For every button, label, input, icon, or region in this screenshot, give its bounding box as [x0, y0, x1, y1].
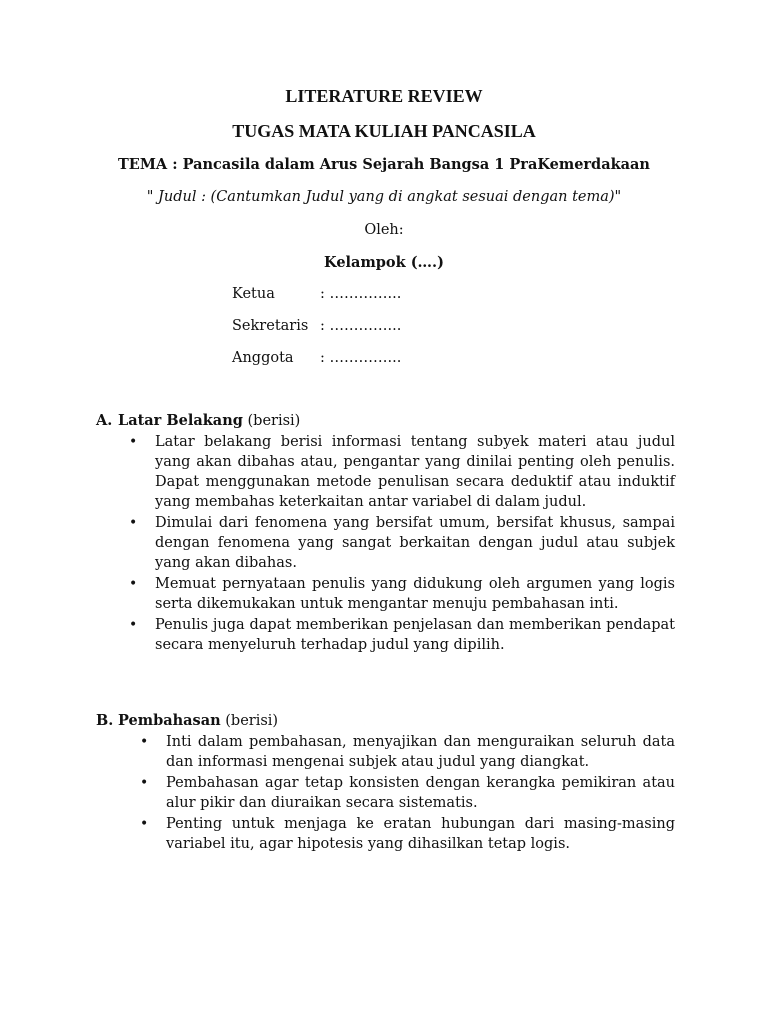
section-name: Pembahasan: [118, 712, 221, 729]
doc-subtitle: TUGAS MATA KULIAH PANCASILA: [232, 121, 536, 141]
doc-title: LITERATURE REVIEW: [285, 86, 483, 106]
tema-label: TEMA :: [118, 156, 183, 173]
section-letter: B.: [96, 712, 114, 729]
member-label: Ketua: [232, 286, 275, 302]
member-row-sekretaris: [232, 318, 401, 334]
list-item: • Dimulai dari fenomena yang bersifat umum, bersifat khusus, sampai dengan fenomena yang sangat berkaitan dengan judul atau subjek yang akan dibahas.: [155, 513, 675, 573]
member-value: : …………...: [320, 286, 402, 302]
section-suffix: (berisi): [242, 413, 301, 429]
list-item: • Pembahasan agar tetap konsisten dengan kerangka pemikiran atau alur pikir dan diuraikan secara sistematis.: [166, 773, 675, 813]
section-name: Latar Belakang: [118, 412, 243, 429]
member-label: Sekretaris: [232, 318, 309, 334]
member-row-anggota: [232, 350, 401, 366]
list-item: • Penulis juga dapat memberikan penjelasan dan memberikan pendapat secara menyeluruh terhadap judul yang dipilih.: [155, 615, 675, 655]
member-value: : …………...: [320, 318, 402, 334]
member-value: : …………...: [320, 350, 402, 366]
kelompok-label: Kelampok (….): [324, 254, 444, 271]
list-item: • Latar belakang berisi informasi tentang subyek materi atau judul yang akan dibahas atau, pengantar yang dinilai penting oleh penulis. Dapat menggunakan metode penulisan secara deduktif atau induktif yang membahas keterkaitan antar variabel di dalam judul.: [155, 432, 675, 512]
tema-line: [0, 156, 768, 173]
list-item: • Penting untuk menjaga ke eratan hubungan dari masing-masing variabel itu, agar hipotesis yang dihasilkan tetap logis.: [166, 814, 675, 854]
section-letter: A.: [96, 412, 113, 429]
member-label: Anggota: [232, 350, 294, 366]
member-row-ketua: [232, 286, 401, 302]
oleh-label: Oleh:: [364, 222, 404, 238]
section-suffix: (berisi): [220, 713, 279, 729]
section-heading-pembahasan: [96, 712, 278, 729]
bullet-list-latar-belakang: [155, 432, 675, 656]
section-heading-latar-belakang: [96, 412, 300, 429]
list-item: • Inti dalam pembahasan, menyajikan dan menguraikan seluruh data dan informasi mengenai subjek atau judul yang diangkat.: [166, 732, 675, 772]
list-item: • Memuat pernyataan penulis yang didukung oleh argumen yang logis serta dikemukakan untuk mengantar menuju pembahasan inti.: [155, 574, 675, 614]
judul-line: " Judul : (Cantumkan Judul yang di angkat sesuai dengan tema)": [146, 189, 622, 205]
bullet-list-pembahasan: [166, 732, 675, 855]
tema-text: Pancasila dalam Arus Sejarah Bangsa 1 PraKemerdakaan: [182, 156, 650, 173]
